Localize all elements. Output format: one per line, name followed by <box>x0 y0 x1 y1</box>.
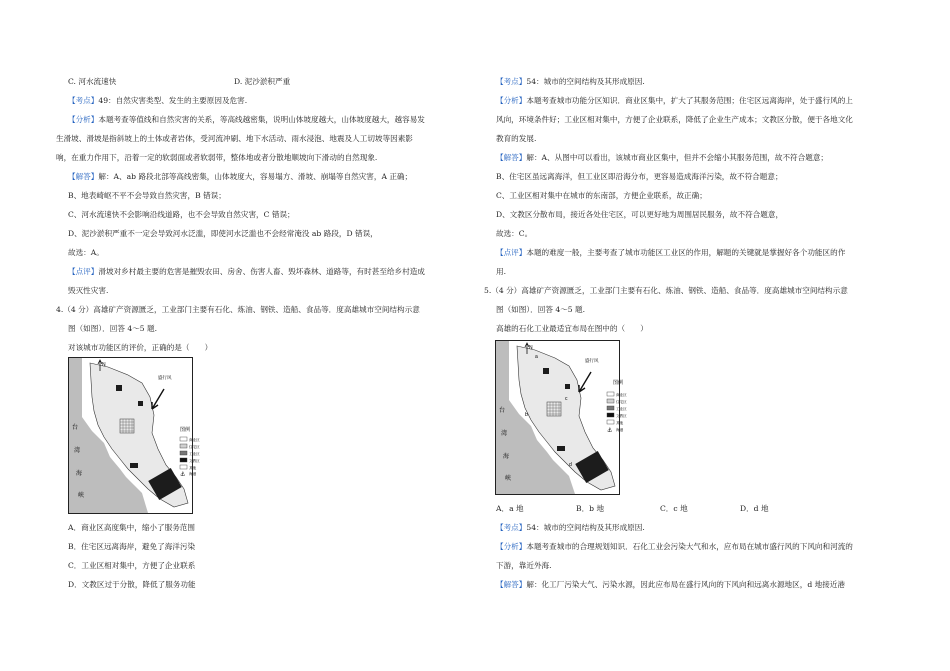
q5-option-a: A．a 地 <box>496 504 524 513</box>
strait-char: 台 <box>72 424 79 431</box>
jieda-line: B、住宅区虽远离海洋，但工业区即沿海分布，更容易造成海洋污染，故不符合题意； <box>496 172 783 181</box>
fenxi-line: 教育的发展. <box>496 134 537 143</box>
education-zone <box>565 384 570 389</box>
legend-label: 文教区 <box>616 414 627 418</box>
legend-swatch-residential <box>607 399 614 403</box>
north-label: N <box>102 362 106 368</box>
q4-option-a: A．商业区高度集中，缩小了服务范围 <box>68 523 195 532</box>
legend-swatch-education <box>607 413 614 417</box>
wind-label: 盛行风 <box>585 359 599 364</box>
legend-swatch-residential <box>180 444 187 448</box>
legend-swatch-industrial <box>180 451 187 455</box>
fenxi-line: 【分析】本题考查等值线和自然灾害的关系，等高线越密集，说明山体坡度越大，山体坡度越大，越容易发 <box>68 115 425 124</box>
q4-option-c: C．工业区相对集中，方便了企业联系 <box>68 561 196 570</box>
fenxi-line: 响，在重力作用下，沿着一定的软弱面或者软弱带，整体地或者分散地顺坡向下滑动的自然现象. <box>56 153 378 162</box>
q4-stem: 图（如图）．回答 4～5 题. <box>68 324 158 333</box>
anchor-icon: ⚓ <box>607 427 613 434</box>
strait-char: 台 <box>499 407 506 414</box>
q5-option-d: D．d 地 <box>740 504 769 513</box>
q5-option-b: B．b 地 <box>576 504 605 513</box>
legend-label: 海港 <box>189 472 197 476</box>
education-zone <box>138 401 143 406</box>
legend-label: 住宅区 <box>189 445 200 449</box>
q5-question: 高雄的石化工业最适宜布局在图中的（ ） <box>496 324 648 333</box>
legend-swatch-commercial <box>607 392 614 396</box>
legend-label: 商业区 <box>189 438 200 442</box>
legend-swatch-industrial <box>607 406 614 410</box>
strait-char: 湾 <box>501 430 508 437</box>
q5-option-c: C．c 地 <box>660 504 688 513</box>
legend-swatch-other <box>607 420 614 424</box>
education-zone <box>543 368 549 374</box>
fenxi-line: 【分析】本题考查城市的合理规划知识．石化工业会污染大气和水，应布局在城市盛行风的下风向和河流的 <box>496 542 853 551</box>
q4-question: 对该城市功能区的评价，正确的是（ ） <box>68 343 213 352</box>
dianping-line: 【点评】滑坡对乡村最主要的危害是摧毁农田、房舍、伤害人畜、毁坏森林、道路等，有时甚至给乡村造成 <box>68 267 425 276</box>
strait-char: 海 <box>76 470 83 477</box>
industrial-zone <box>130 463 138 468</box>
jieda-line: C、工业区相对集中在城市的东南部，方便企业联系，故正确； <box>496 191 707 200</box>
kaodian: 【考点】54：城市的空间结构及其形成原因. <box>496 77 645 86</box>
city-map <box>68 357 238 514</box>
jieda-line: 【解答】解：A、从图中可以看出，该城市商业区集中，但并不会缩小其服务范围，故不符合题意； <box>496 153 829 162</box>
option-d: D. 泥沙淤积严重 <box>234 77 291 86</box>
q4-option-b: B．住宅区远离海岸，避免了海洋污染 <box>68 542 196 551</box>
jieda-line: 故选：C。 <box>496 229 533 238</box>
legend-label: 海港 <box>616 428 624 432</box>
q4-stem: 4.（4 分）高雄矿产资源匮乏，工业部门主要有石化、炼油、钢铁、造船、食品等．度高雄城市空间结构示意 <box>56 305 420 314</box>
legend-title: 图例 <box>613 380 624 386</box>
legend-swatch-other <box>180 465 187 469</box>
dianping-line: 毁灭性灾害. <box>68 286 109 295</box>
strait-char: 峡 <box>505 475 512 482</box>
map-label-d: d <box>569 462 572 468</box>
jieda-line: C、河水流速快不会影响沿线道路，也不会导致自然灾害，C 错误； <box>68 210 295 219</box>
legend-swatch-commercial <box>180 437 187 441</box>
fenxi-line: 【分析】本题考查城市功能分区知识．商业区集中，扩大了其服务范围；住宅区远离海岸，处于盛行风的上 <box>496 96 853 105</box>
legend-swatch-education <box>180 458 187 462</box>
strait-char: 湾 <box>74 447 81 454</box>
map-label-b: b <box>525 412 528 418</box>
map-label-a: a <box>535 354 538 360</box>
city-map-figure <box>68 357 238 518</box>
q4-option-d: D．文教区过于分散，降低了服务功能 <box>68 580 196 589</box>
jieda-line: D、文教区分散布局，接近各处住宅区，可以更好地为周围居民服务，故不符合题意， <box>496 210 784 219</box>
education-zone <box>116 385 122 391</box>
q5-stem: 图（如图）．回答 4～5 题. <box>496 305 586 314</box>
legend-label: 商业区 <box>616 393 627 397</box>
kaodian: 【考点】49：自然灾害类型、发生的主要原因及危害. <box>68 96 248 105</box>
legend-label: 其他 <box>189 466 197 470</box>
anchor-icon: ⚓ <box>180 471 186 478</box>
legend-label: 工业区 <box>616 407 627 411</box>
jieda-line: 【解答】解：化工厂污染大气、污染水源，因此应布局在盛行风向的下风向和远离水源地区，d 地接近港 <box>496 580 845 589</box>
legend-label: 住宅区 <box>616 400 627 404</box>
north-label: N <box>529 345 533 351</box>
jieda-line: 【解答】解：A、ab 路段北部等高线密集，山体坡度大，容易塌方、滑坡、崩塌等自然灾害，A 正确； <box>68 172 413 181</box>
kaodian: 【考点】54：城市的空间结构及其形成原因. <box>496 523 645 532</box>
map-label-c: c <box>565 396 568 402</box>
wind-label: 盛行风 <box>158 376 172 381</box>
jieda-line: 故选：A。 <box>68 248 104 257</box>
legend-label: 其他 <box>616 421 624 425</box>
strait-char: 海 <box>503 453 510 460</box>
fenxi-line: 下游，靠近外海. <box>496 561 552 570</box>
legend-title: 图例 <box>180 427 191 433</box>
dianping-line: 【点评】本题的难度一般，主要考查了城市功能区工业区的作用，解题的关键就是掌握好各个功能区的作 <box>496 248 846 257</box>
city-map <box>495 340 665 495</box>
q5-stem: 5.（4 分）高雄矿产资源匮乏，工业部门主要有石化、炼油、钢铁、造船、食品等．度高雄城市空间结构示意 <box>484 286 848 295</box>
legend-label: 文教区 <box>189 459 200 463</box>
industrial-zone <box>557 446 565 451</box>
fenxi-line: 生滑坡、滑坡是指斜坡上的土体或者岩体，受河流冲刷、地下水活动、雨水浸泡、地震及人工切坡等因素影 <box>56 134 413 143</box>
fenxi-line: 风向，环境条件好；工业区相对集中，方便了企业联系，降低了企业生产成本；文教区分散，便于各地文化 <box>496 115 853 124</box>
jieda-line: D、泥沙淤积严重不一定会导致河水泛滥，即使河水泛滥也不会经常淹没 ab 路段，D 错误， <box>68 229 378 238</box>
option-c: C. 河水流速快 <box>68 77 117 86</box>
jieda-line: B、地表崎岖不平不会导致自然灾害，B 错误； <box>68 191 226 200</box>
dianping-line: 用. <box>496 267 507 276</box>
city-map-figure-2 <box>495 340 665 499</box>
legend-label: 工业区 <box>189 452 200 456</box>
strait-char: 峡 <box>78 492 85 499</box>
